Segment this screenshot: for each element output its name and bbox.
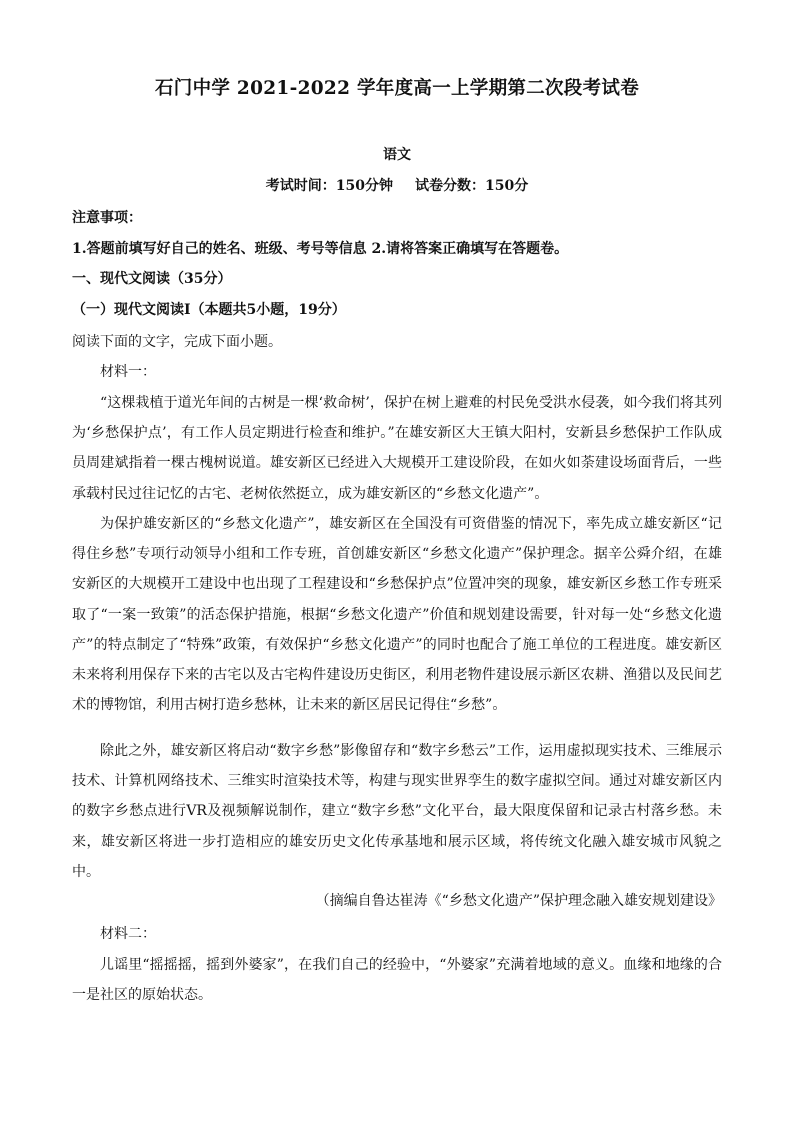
section-heading: 一、现代文阅读（35分） — [72, 271, 232, 287]
full-score: 试卷分数：150分 — [415, 178, 529, 194]
subsection-heading: （一）现代文阅读Ⅰ（本题共5小题，19分） — [72, 302, 346, 318]
material2-paragraph: 儿谣里“摇摇摇，摇到外婆家”，在我们自己的经验中，“外婆家”充满着地域的意义。血缘和地缘的合一是社区的原始状态。 — [72, 957, 722, 1004]
notice-text: 1.答题前填写好自己的姓名、班级、考号等信息 2.请将答案正确填写在答题卷。 — [72, 241, 569, 257]
material1-paragraph-2: 为保护雄安新区的“乡愁文化遗产”，雄安新区在全国没有可资借鉴的情况下，率先成立雄安新区“记得住乡愁”专项行动领导小组和工作专班，首创雄安新区“乡愁文化遗产”保护理念。据辛公舜介绍，在雄安新区的大规模开工建设中也出现了工程建设和“乡愁保护点”位置冲突的现象，雄安新区乡愁工作专班采取了“一案一致策”的活态保护措施，根据“乡愁文化遗产”价值和规划建设需要，针对每一处“乡愁文化遗产”的特点制定了“特殊”政策，有效保护“乡愁文化遗产”的同时也配合了施工单位的工程进度。雄安新区未来将利用保存下来的古宅以及古宅构件建设历史街区，利用老物件建设展示新区农耕、渔猎以及民间艺术的博物馆，利用古树打造乡愁林，让未来的新区居民记得住“乡愁”。 — [72, 516, 722, 714]
exam-time: 考试时间：150分钟 — [265, 178, 393, 194]
material2-label: 材料二： — [100, 926, 156, 942]
reading-instruction: 阅读下面的文字，完成下面小题。 — [72, 334, 282, 350]
exam-info — [72, 175, 722, 195]
subject-heading: 语文 — [383, 147, 411, 163]
exam-title: 石门中学 2021-2022 学年度高一上学期第二次段考试卷 — [154, 78, 640, 99]
material1-label: 材料一： — [100, 364, 156, 380]
material1-source: （摘编自鲁达崔涛《“乡愁文化遗产”保护理念融入雄安规划建设》 — [315, 893, 722, 909]
notice-heading: 注意事项： — [72, 210, 142, 226]
material1-paragraph-3: 除此之外，雄安新区将启动“数字乡愁”影像留存和“数字乡愁云”工作，运用虚拟现实技术、三维展示技术、计算机网络技术、三维实时渲染技术等，构建与现实世界孪生的数字虚拟空间。通过对雄安新区内的数字乡愁点进行VR及视频解说制作，建立“数字乡愁”文化平台，最大限度保留和记录古村落乡愁。未来，雄安新区将进一步打造相应的雄安历史文化传承基地和展示区域，将传统文化融入雄安城市风貌之中。 — [72, 743, 722, 880]
material1-paragraph-1: “这棵栽植于道光年间的古树是一棵‘救命树’，保护在树上避难的村民免受洪水侵袭，如今我们将其列为‘乡愁保护点’，有工作人员定期进行检查和维护。”在雄安新区大王镇大阳村，安新县乡愁保护工作队成员周建斌指着一棵古槐树说道。雄安新区已经进入大规模开工建设阶段，在如火如荼建设场面背后，一些承载村民过往记忆的古宅、老树依然挺立，成为雄安新区的“乡愁文化遗产”。 — [72, 395, 722, 502]
